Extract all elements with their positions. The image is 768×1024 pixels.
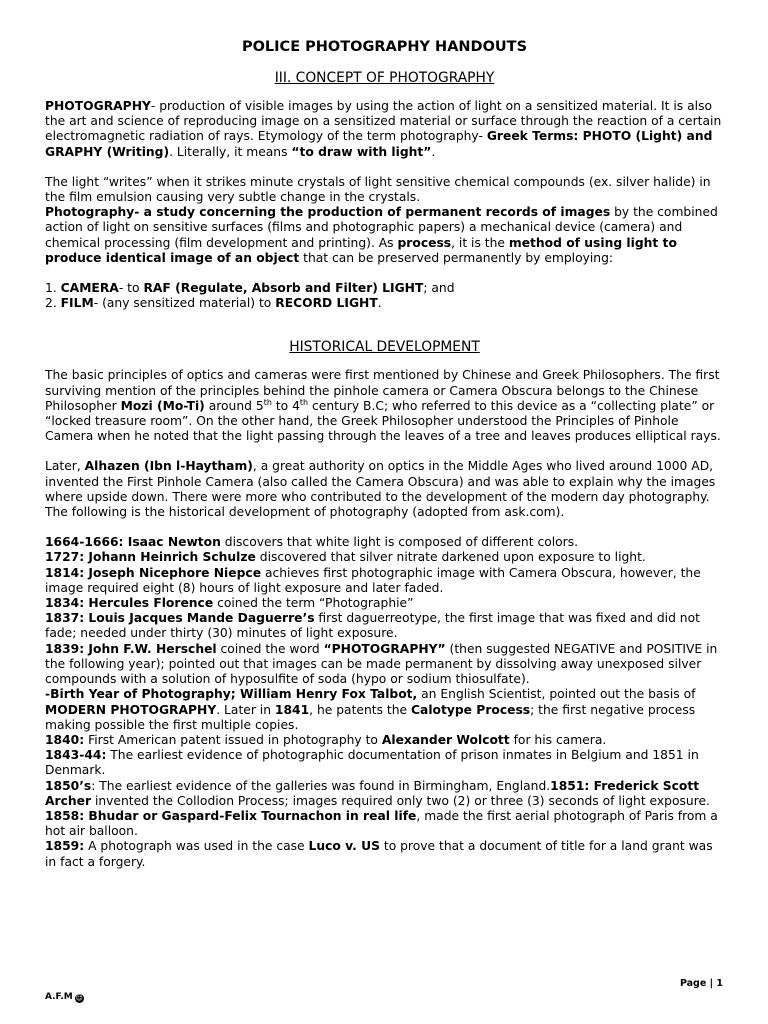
timeline-text: coined the word xyxy=(216,641,324,656)
smiley-icon: ☺ xyxy=(75,994,83,1002)
list-number: 2. xyxy=(45,296,61,311)
timeline-entry xyxy=(45,535,724,550)
timeline-entry xyxy=(45,596,724,611)
superscript: th xyxy=(299,397,309,407)
timeline-text: an English Scientist, pointed out the basis of xyxy=(417,687,696,702)
footer-author xyxy=(45,992,84,1003)
timeline-text: . Later in xyxy=(216,702,275,717)
timeline-bold: 1859: xyxy=(45,839,85,854)
timeline-text: , he patents the xyxy=(309,702,411,717)
paragraph-text: , it is the xyxy=(451,235,509,250)
timeline-text: ; the first negative process making possible the first multiple copies. xyxy=(45,702,696,732)
timeline-bold: MODERN PHOTOGRAPHY xyxy=(45,702,217,717)
paragraph-photography-definition xyxy=(45,99,724,160)
timeline-bold: Luco v. US xyxy=(308,839,380,854)
timeline-text: : The earliest evidence of the galleries was found in Birmingham, England. xyxy=(91,778,551,793)
timeline-bold: -Birth Year of Photography; William Henry Fox Talbot, xyxy=(45,687,418,702)
literal-meaning: “to draw with light” xyxy=(291,144,432,159)
timeline-text: , made the first aerial photograph of Paris from a hot air balloon. xyxy=(45,808,718,839)
timeline-text: discovered that silver nitrate darkened upon exposure to light. xyxy=(255,550,646,565)
list-number: 1. xyxy=(45,281,61,296)
timeline-text: achieves first photographic image with Camera Obscura, however, the image required eight (8) hours of light exposure and later faded. xyxy=(45,565,701,595)
process-term: process xyxy=(397,235,452,250)
timeline-bold: 1840: xyxy=(45,732,85,747)
timeline-bold: Calotype Process xyxy=(411,702,531,717)
list-text: ; and xyxy=(423,281,455,296)
timeline-text: for his camera. xyxy=(509,732,607,747)
timeline-bold: 1843-44: xyxy=(45,748,107,763)
photography-study-definition: Photography- a study concerning the production of permanent records of images xyxy=(45,205,611,220)
timeline-bold: 1851: Frederick Scott Archer xyxy=(45,778,700,808)
timeline-text: first daguerreotype, the first image that was fixed and did not fade; needed under thirty (30) minutes of light exposure. xyxy=(45,611,700,641)
timeline-entry xyxy=(45,642,724,688)
timeline-bold: 1858: Bhudar or Gaspard-Felix Tournachon in real life xyxy=(45,808,417,823)
timeline-bold: 1850’s xyxy=(45,778,92,793)
paragraph-text: . xyxy=(431,144,436,159)
equipment-list xyxy=(45,281,724,311)
timeline-bold: 1837: Louis Jacques Mande Daguerre’s xyxy=(45,611,315,626)
page-number: Page | 1 xyxy=(679,978,723,989)
timeline-bold: 1814: Joseph Nicephore Niepce xyxy=(45,565,262,580)
superscript: th xyxy=(263,397,272,407)
paragraph-text: that can be preserved permanently by employing: xyxy=(299,250,614,265)
list-item xyxy=(45,296,724,311)
timeline-entry xyxy=(45,566,724,596)
timeline-text: to prove that a document of title for a land grant was in fact a forgery. xyxy=(45,839,713,869)
history-timeline xyxy=(45,535,724,869)
author-initials: A.F.M xyxy=(45,992,73,1002)
paragraph-alhazen xyxy=(45,459,724,520)
timeline-text: (then suggested NEGATIVE and POSITIVE in the following year); pointed out that images can be made permanent by dissolving away unexposed silver compounds with a solution of hyposulfite of soda (hypo or sodium thiosulfate). xyxy=(45,641,718,687)
paragraph-photography-study xyxy=(45,205,724,266)
timeline-entry xyxy=(45,839,724,869)
method-definition: method of using light to produce identical image of an object xyxy=(45,235,677,265)
timeline-text: invented the Collodion Process; images required only two (2) or three (3) seconds of light exposure. xyxy=(91,793,710,808)
paragraph-text: by the combined action of light on sensitive surfaces (films and photographic papers) a mechanical device (camera) and chemical processing (film development and printing). As xyxy=(45,205,718,250)
list-bold-term: CAMERA xyxy=(60,281,119,296)
paragraph-text: around 5 xyxy=(204,398,264,413)
timeline-bold: 1834: Hercules Florence xyxy=(45,596,214,611)
paragraph-history-intro xyxy=(45,368,724,444)
list-bold-term: RAF (Regulate, Absorb and Filter) LIGHT xyxy=(143,281,424,296)
timeline-bold: 1841 xyxy=(274,702,310,717)
section-heading-history: HISTORICAL DEVELOPMENT xyxy=(289,339,480,356)
list-bold-term: FILM xyxy=(60,296,94,311)
name-alhazen: Alhazen (Ibn l-Haytham) xyxy=(84,459,253,474)
timeline-entry xyxy=(45,550,724,565)
timeline-bold: 1839: John F.W. Herschel xyxy=(45,641,217,656)
timeline-text: coined the term “Photographie” xyxy=(213,596,414,611)
timeline-bold: “PHOTOGRAPHY” xyxy=(323,641,446,656)
list-text: - (any sensitized material) to xyxy=(93,296,276,311)
list-text: - to xyxy=(118,281,144,296)
paragraph-text: to 4 xyxy=(271,398,300,413)
timeline-bold: Alexander Wolcott xyxy=(381,732,510,747)
timeline-entry xyxy=(45,611,724,641)
timeline-text: The earliest evidence of photographic documentation of prison inmates in Belgium and 1851 in Denmark. xyxy=(45,748,699,778)
timeline-entry xyxy=(45,687,724,733)
document-title: POLICE PHOTOGRAPHY HANDOUTS xyxy=(241,39,528,55)
list-bold-term: RECORD LIGHT xyxy=(275,296,378,311)
timeline-bold: 1664-1666: Isaac Newton xyxy=(45,535,221,550)
timeline-bold: 1727: Johann Heinrich Schulze xyxy=(45,550,256,565)
timeline-text: First American patent issued in photography to xyxy=(84,732,382,747)
list-text: . xyxy=(377,296,382,311)
section-heading-concept: III. CONCEPT OF PHOTOGRAPHY xyxy=(274,70,495,86)
paragraph-text: century B.C; who referred to this device as a “collecting plate” or “locked treasure room”. On the other hand, the Greek Philosopher understood the Principles of Pinhole Camera when he noted that the light passing through the leaves of a tree and leaves produces elliptical rays. xyxy=(45,398,721,444)
timeline-text: discovers that white light is composed of different colors. xyxy=(220,535,579,550)
name-mozi: Mozi (Mo-Ti) xyxy=(120,398,205,413)
list-item xyxy=(45,281,724,296)
timeline-text: A photograph was used in the case xyxy=(84,839,309,854)
paragraph-text: . Literally, it means xyxy=(169,144,292,159)
timeline-entry xyxy=(45,748,724,778)
paragraph-text: - production of visible images by using the action of light on a sensitized material. It is also the art and science of reproducing image on a sensitized material or surface through the reaction of a certain electromagnetic radiation of rays. Etymology of the term photography- xyxy=(45,99,722,144)
greek-terms: Greek Terms: PHOTO (Light) and GRAPHY (Writing) xyxy=(45,129,713,159)
timeline-entry xyxy=(45,733,724,748)
timeline-entry xyxy=(45,809,724,839)
paragraph-text: The basic principles of optics and cameras were first mentioned by Chinese and Greek Philosophers. The first surviving mention of the principles behind the pinhole camera or Camera Obscura belongs to the Chinese Philosopher xyxy=(45,368,720,413)
timeline-entry xyxy=(45,779,724,809)
term-photography: PHOTOGRAPHY xyxy=(45,99,151,113)
paragraph-text: , a great authority on optics in the Middle Ages who lived around 1000 AD, invented the First Pinhole Camera (also called the Camera Obscura) and was able to explain why the images where upside down. There were more who contributed to the development of the modern day photography. The following is the historical development of photography (adopted from ask.com). xyxy=(45,459,716,520)
paragraph-light-writes: The light “writes” when it strikes minute crystals of light sensitive chemical compounds (ex. silver halide) in the film emulsion causing very subtle change in the crystals. xyxy=(45,174,711,205)
paragraph-text: Later, xyxy=(45,459,85,474)
